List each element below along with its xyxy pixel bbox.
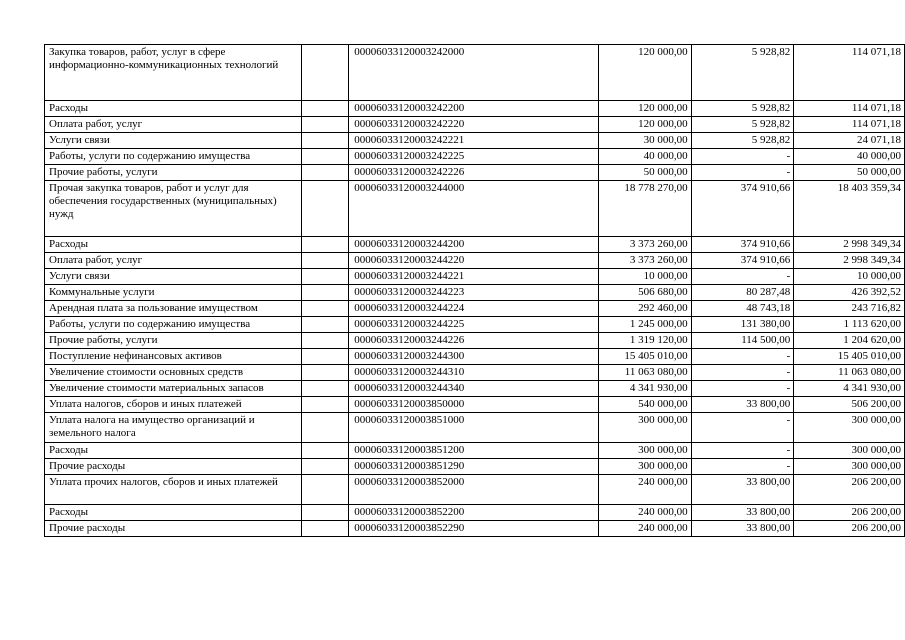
approved-amount-cell: 120 000,00 [598,101,691,117]
budget-code-cell: 00006033120003244340 [349,381,598,397]
executed-amount-cell: - [691,149,794,165]
executed-amount-cell: 33 800,00 [691,397,794,413]
remaining-amount-cell: 206 200,00 [794,505,905,521]
executed-amount-cell: 5 928,82 [691,101,794,117]
budget-code-cell: 00006033120003242225 [349,149,598,165]
executed-amount-cell: - [691,443,794,459]
table-row [45,301,905,317]
approved-amount-cell: 11 063 080,00 [598,365,691,381]
executed-amount-cell: 33 800,00 [691,475,794,505]
expense-name-cell: Работы, услуги по содержанию имущества [45,149,302,165]
empty-cell [302,301,349,317]
table-row [45,413,905,443]
table-row [45,149,905,165]
remaining-amount-cell: 2 998 349,34 [794,237,905,253]
expense-name-cell: Увеличение стоимости материальных запасов [45,381,302,397]
table-row [45,133,905,149]
remaining-amount-cell: 300 000,00 [794,459,905,475]
executed-amount-cell: - [691,165,794,181]
table-row [45,285,905,301]
remaining-amount-cell: 18 403 359,34 [794,181,905,237]
empty-cell [302,505,349,521]
budget-code-cell: 00006033120003244221 [349,269,598,285]
budget-code-cell: 00006033120003851290 [349,459,598,475]
document-page [44,44,905,537]
budget-code-cell: 00006033120003242200 [349,101,598,117]
remaining-amount-cell: 11 063 080,00 [794,365,905,381]
table-row [45,397,905,413]
table-row [45,181,905,237]
table-body [45,45,905,537]
approved-amount-cell: 3 373 260,00 [598,237,691,253]
remaining-amount-cell: 40 000,00 [794,149,905,165]
budget-execution-table [44,44,905,537]
executed-amount-cell: 80 287,48 [691,285,794,301]
budget-code-cell: 00006033120003244300 [349,349,598,365]
expense-name-cell: Прочие работы, услуги [45,333,302,349]
empty-cell [302,45,349,101]
executed-amount-cell: 33 800,00 [691,521,794,537]
remaining-amount-cell: 114 071,18 [794,45,905,101]
table-row [45,253,905,269]
empty-cell [302,413,349,443]
executed-amount-cell: 48 743,18 [691,301,794,317]
empty-cell [302,117,349,133]
expense-name-cell: Расходы [45,101,302,117]
executed-amount-cell: - [691,349,794,365]
expense-name-cell: Прочие расходы [45,459,302,475]
empty-cell [302,253,349,269]
table-row [45,117,905,133]
empty-cell [302,443,349,459]
budget-code-cell: 00006033120003244310 [349,365,598,381]
empty-cell [302,317,349,333]
remaining-amount-cell: 2 998 349,34 [794,253,905,269]
executed-amount-cell: 33 800,00 [691,505,794,521]
budget-code-cell: 00006033120003242220 [349,117,598,133]
remaining-amount-cell: 506 200,00 [794,397,905,413]
remaining-amount-cell: 300 000,00 [794,413,905,443]
table-row [45,237,905,253]
table-row [45,269,905,285]
budget-code-cell: 00006033120003244223 [349,285,598,301]
expense-name-cell: Расходы [45,443,302,459]
budget-code-cell: 00006033120003851000 [349,413,598,443]
expense-name-cell: Прочие работы, услуги [45,165,302,181]
approved-amount-cell: 292 460,00 [598,301,691,317]
approved-amount-cell: 300 000,00 [598,459,691,475]
executed-amount-cell: 114 500,00 [691,333,794,349]
approved-amount-cell: 30 000,00 [598,133,691,149]
executed-amount-cell: 5 928,82 [691,133,794,149]
executed-amount-cell: 5 928,82 [691,45,794,101]
empty-cell [302,397,349,413]
expense-name-cell: Уплата налогов, сборов и иных платежей [45,397,302,413]
empty-cell [302,333,349,349]
executed-amount-cell: - [691,459,794,475]
empty-cell [302,237,349,253]
remaining-amount-cell: 10 000,00 [794,269,905,285]
budget-code-cell: 00006033120003242000 [349,45,598,101]
executed-amount-cell: 374 910,66 [691,181,794,237]
expense-name-cell: Прочая закупка товаров, работ и услуг для обеспечения государственных (муниципальных) нужд [45,181,302,237]
remaining-amount-cell: 243 716,82 [794,301,905,317]
approved-amount-cell: 240 000,00 [598,475,691,505]
table-row [45,381,905,397]
table-row [45,459,905,475]
approved-amount-cell: 18 778 270,00 [598,181,691,237]
remaining-amount-cell: 50 000,00 [794,165,905,181]
empty-cell [302,181,349,237]
expense-name-cell: Оплата работ, услуг [45,253,302,269]
budget-code-cell: 00006033120003242221 [349,133,598,149]
remaining-amount-cell: 1 113 620,00 [794,317,905,333]
expense-name-cell: Уплата налога на имущество организаций и земельного налога [45,413,302,443]
budget-code-cell: 00006033120003852000 [349,475,598,505]
approved-amount-cell: 540 000,00 [598,397,691,413]
approved-amount-cell: 240 000,00 [598,505,691,521]
executed-amount-cell: 374 910,66 [691,237,794,253]
budget-code-cell: 00006033120003244226 [349,333,598,349]
table-row [45,443,905,459]
budget-code-cell: 00006033120003244225 [349,317,598,333]
budget-code-cell: 00006033120003244000 [349,181,598,237]
table-row [45,475,905,505]
remaining-amount-cell: 1 204 620,00 [794,333,905,349]
executed-amount-cell: - [691,365,794,381]
approved-amount-cell: 506 680,00 [598,285,691,301]
empty-cell [302,269,349,285]
remaining-amount-cell: 4 341 930,00 [794,381,905,397]
remaining-amount-cell: 24 071,18 [794,133,905,149]
executed-amount-cell: 131 380,00 [691,317,794,333]
remaining-amount-cell: 426 392,52 [794,285,905,301]
expense-name-cell: Услуги связи [45,269,302,285]
executed-amount-cell: 374 910,66 [691,253,794,269]
empty-cell [302,101,349,117]
expense-name-cell: Арендная плата за пользование имуществом [45,301,302,317]
expense-name-cell: Оплата работ, услуг [45,117,302,133]
expense-name-cell: Работы, услуги по содержанию имущества [45,317,302,333]
budget-code-cell: 00006033120003851200 [349,443,598,459]
table-row [45,45,905,101]
budget-code-cell: 00006033120003852290 [349,521,598,537]
table-row [45,333,905,349]
table-row [45,349,905,365]
empty-cell [302,521,349,537]
empty-cell [302,381,349,397]
executed-amount-cell: - [691,269,794,285]
expense-name-cell: Услуги связи [45,133,302,149]
expense-name-cell: Расходы [45,237,302,253]
approved-amount-cell: 1 245 000,00 [598,317,691,333]
empty-cell [302,165,349,181]
empty-cell [302,475,349,505]
empty-cell [302,349,349,365]
approved-amount-cell: 300 000,00 [598,443,691,459]
approved-amount-cell: 50 000,00 [598,165,691,181]
expense-name-cell: Прочие расходы [45,521,302,537]
expense-name-cell: Коммунальные услуги [45,285,302,301]
remaining-amount-cell: 114 071,18 [794,117,905,133]
expense-name-cell: Поступление нефинансовых активов [45,349,302,365]
expense-name-cell: Расходы [45,505,302,521]
executed-amount-cell: 5 928,82 [691,117,794,133]
approved-amount-cell: 120 000,00 [598,45,691,101]
approved-amount-cell: 120 000,00 [598,117,691,133]
expense-name-cell: Закупка товаров, работ, услуг в сфере информационно-коммуникационных технологий [45,45,302,101]
table-row [45,317,905,333]
budget-code-cell: 00006033120003242226 [349,165,598,181]
remaining-amount-cell: 15 405 010,00 [794,349,905,365]
approved-amount-cell: 240 000,00 [598,521,691,537]
table-row [45,165,905,181]
remaining-amount-cell: 114 071,18 [794,101,905,117]
approved-amount-cell: 40 000,00 [598,149,691,165]
executed-amount-cell: - [691,381,794,397]
remaining-amount-cell: 206 200,00 [794,475,905,505]
budget-code-cell: 00006033120003244220 [349,253,598,269]
approved-amount-cell: 1 319 120,00 [598,333,691,349]
table-row [45,521,905,537]
budget-code-cell: 00006033120003850000 [349,397,598,413]
empty-cell [302,365,349,381]
approved-amount-cell: 300 000,00 [598,413,691,443]
empty-cell [302,285,349,301]
executed-amount-cell: - [691,413,794,443]
empty-cell [302,149,349,165]
approved-amount-cell: 3 373 260,00 [598,253,691,269]
expense-name-cell: Уплата прочих налогов, сборов и иных платежей [45,475,302,505]
budget-code-cell: 00006033120003244224 [349,301,598,317]
table-row [45,505,905,521]
empty-cell [302,133,349,149]
budget-code-cell: 00006033120003244200 [349,237,598,253]
budget-code-cell: 00006033120003852200 [349,505,598,521]
approved-amount-cell: 15 405 010,00 [598,349,691,365]
approved-amount-cell: 10 000,00 [598,269,691,285]
remaining-amount-cell: 300 000,00 [794,443,905,459]
table-row [45,101,905,117]
expense-name-cell: Увеличение стоимости основных средств [45,365,302,381]
approved-amount-cell: 4 341 930,00 [598,381,691,397]
empty-cell [302,459,349,475]
table-row [45,365,905,381]
remaining-amount-cell: 206 200,00 [794,521,905,537]
